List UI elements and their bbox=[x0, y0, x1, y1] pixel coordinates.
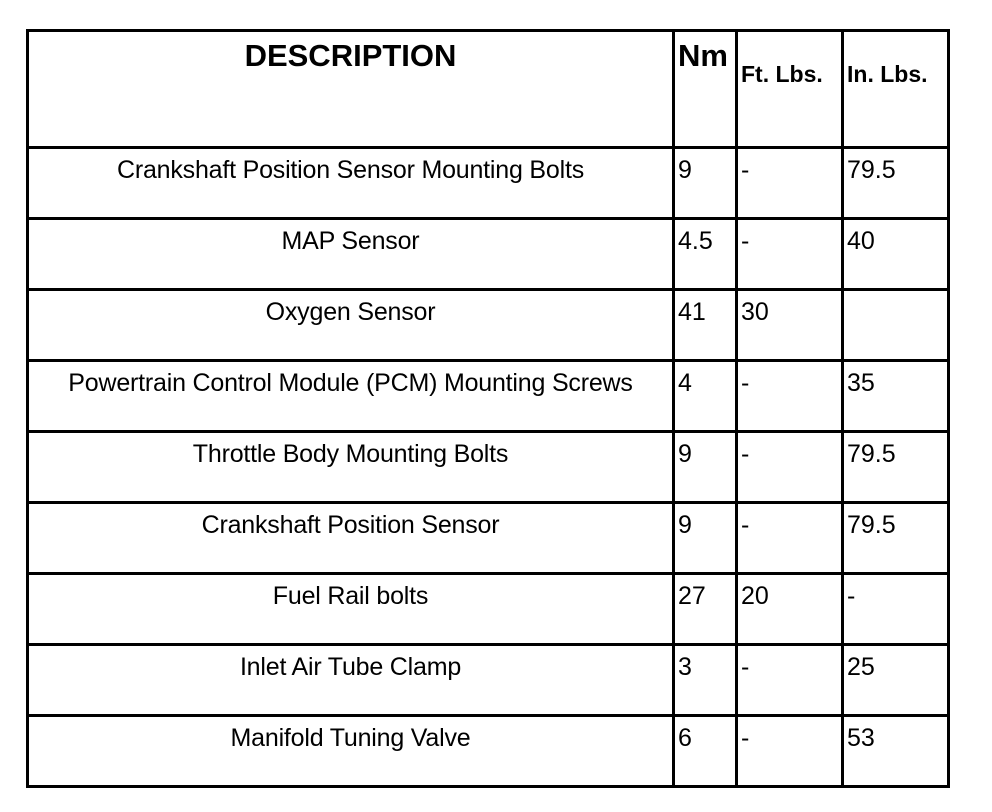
cell-nm: 27 bbox=[674, 574, 737, 645]
cell-description: Powertrain Control Module (PCM) Mounting Screws bbox=[28, 361, 674, 432]
cell-description: Inlet Air Tube Clamp bbox=[28, 645, 674, 716]
cell-nm: 9 bbox=[674, 148, 737, 219]
cell-in-lbs bbox=[843, 290, 949, 361]
cell-description: Crankshaft Position Sensor Mounting Bolts bbox=[28, 148, 674, 219]
cell-ft-lbs: - bbox=[737, 432, 843, 503]
cell-description: Fuel Rail bolts bbox=[28, 574, 674, 645]
cell-nm: 41 bbox=[674, 290, 737, 361]
table-row bbox=[28, 503, 949, 574]
cell-in-lbs: 25 bbox=[843, 645, 949, 716]
cell-ft-lbs: - bbox=[737, 503, 843, 574]
table-row bbox=[28, 361, 949, 432]
cell-ft-lbs: - bbox=[737, 148, 843, 219]
cell-ft-lbs: - bbox=[737, 716, 843, 787]
column-header-in-lbs: In. Lbs. bbox=[843, 31, 949, 148]
table-row bbox=[28, 219, 949, 290]
cell-nm: 4.5 bbox=[674, 219, 737, 290]
cell-in-lbs: 35 bbox=[843, 361, 949, 432]
cell-description: Throttle Body Mounting Bolts bbox=[28, 432, 674, 503]
table-row bbox=[28, 290, 949, 361]
cell-in-lbs: 79.5 bbox=[843, 503, 949, 574]
cell-in-lbs: - bbox=[843, 574, 949, 645]
header-row bbox=[28, 31, 949, 148]
cell-in-lbs: 79.5 bbox=[843, 432, 949, 503]
cell-ft-lbs: 20 bbox=[737, 574, 843, 645]
table-header bbox=[28, 31, 949, 148]
cell-nm: 4 bbox=[674, 361, 737, 432]
cell-nm: 3 bbox=[674, 645, 737, 716]
cell-description: MAP Sensor bbox=[28, 219, 674, 290]
table-row bbox=[28, 716, 949, 787]
cell-in-lbs: 53 bbox=[843, 716, 949, 787]
table-row bbox=[28, 574, 949, 645]
cell-description: Crankshaft Position Sensor bbox=[28, 503, 674, 574]
cell-ft-lbs: - bbox=[737, 645, 843, 716]
cell-nm: 9 bbox=[674, 432, 737, 503]
cell-ft-lbs: - bbox=[737, 361, 843, 432]
torque-specification-table bbox=[26, 29, 950, 788]
cell-nm: 9 bbox=[674, 503, 737, 574]
cell-in-lbs: 79.5 bbox=[843, 148, 949, 219]
column-header-description: DESCRIPTION bbox=[28, 31, 674, 148]
column-header-ft-lbs: Ft. Lbs. bbox=[737, 31, 843, 148]
cell-description: Manifold Tuning Valve bbox=[28, 716, 674, 787]
cell-ft-lbs: - bbox=[737, 219, 843, 290]
table-row bbox=[28, 432, 949, 503]
cell-description: Oxygen Sensor bbox=[28, 290, 674, 361]
column-header-nm: Nm bbox=[674, 31, 737, 148]
cell-ft-lbs: 30 bbox=[737, 290, 843, 361]
table-row bbox=[28, 645, 949, 716]
cell-in-lbs: 40 bbox=[843, 219, 949, 290]
table-row bbox=[28, 148, 949, 219]
cell-nm: 6 bbox=[674, 716, 737, 787]
table-body bbox=[28, 148, 949, 787]
